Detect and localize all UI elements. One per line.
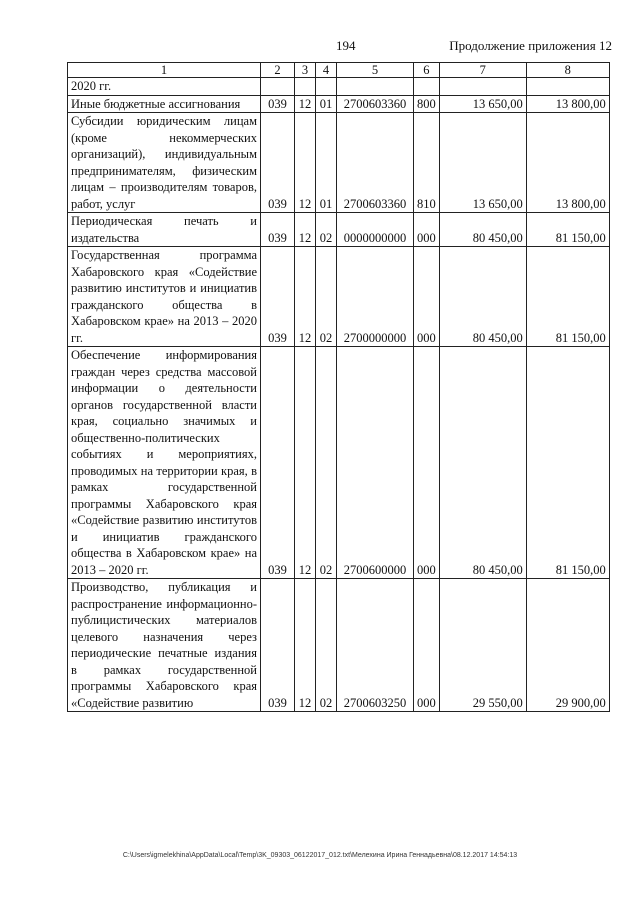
table-cell [337,78,414,96]
table-cell [316,78,337,96]
section-code: 12 [295,113,316,213]
column-header: 3 [295,63,316,78]
table-cell [295,78,316,96]
column-header: 4 [316,63,337,78]
ministry-code: 039 [261,213,295,247]
table-row [68,95,610,113]
subsection-code: 02 [316,213,337,247]
expense-type-code: 000 [414,213,440,247]
target-article-code: 2700600000 [337,347,414,579]
row-name: Обеспечение информирования граждан через средства массовой информации о деятельности органов государственной власти края, социально значимых и общественно-политических событиях и мероприятиях, проводимых на территории края, в рамках государственной программы Хабаровского края «Содействие развитию институтов и инициатив гражданского общества в Хабаровском крае» на 2013 – 2020 гг. [68,347,261,579]
row-name: Субсидии юридическим лицам (кроме некоммерческих организаций), индивидуальным предпринимателям, физическим лицам – производителям товаров, работ, услуг [68,113,261,213]
carry-over-row [68,78,610,96]
amount-year-1: 29 550,00 [439,579,526,712]
column-header: 7 [439,63,526,78]
amount-year-1: 13 650,00 [439,95,526,113]
expense-type-code: 810 [414,113,440,213]
column-number-row [68,63,610,78]
amount-year-1: 80 450,00 [439,347,526,579]
amount-year-2: 13 800,00 [526,95,609,113]
section-code: 12 [295,347,316,579]
column-header: 6 [414,63,440,78]
subsection-code: 02 [316,247,337,347]
file-path-footer: C:\Users\igmelekhina\AppData\Local\Temp\3K_09303_06122017_012.txt\Мелехина Ирина Геннадьевна\08.12.2017 14:54:13 [122,852,518,859]
target-article-code: 2700603360 [337,95,414,113]
ministry-code: 039 [261,347,295,579]
amount-year-2: 29 900,00 [526,579,609,712]
section-code: 12 [295,247,316,347]
expense-type-code: 800 [414,95,440,113]
appendix-continuation-label: Продолжение приложения 12 [449,38,612,53]
column-header: 8 [526,63,609,78]
column-header: 2 [261,63,295,78]
target-article-code: 0000000000 [337,213,414,247]
table-row [68,213,610,247]
ministry-code: 039 [261,113,295,213]
subsection-code: 02 [316,579,337,712]
target-article-code: 2700603250 [337,579,414,712]
column-header: 5 [337,63,414,78]
ministry-code: 039 [261,579,295,712]
expense-type-code: 000 [414,247,440,347]
table-row [68,247,610,347]
section-code: 12 [295,579,316,712]
page-header [0,38,640,58]
table-cell [414,78,440,96]
table-row [68,113,610,213]
amount-year-2: 81 150,00 [526,213,609,247]
target-article-code: 2700000000 [337,247,414,347]
row-name: Периодическая печать и издательства [68,213,261,247]
expense-type-code: 000 [414,579,440,712]
table-cell [261,78,295,96]
row-name: Производство, публикация и распространение информационно-публицистических материалов целевого назначения через периодические печатные издания в рамках государственной программы Хабаровского края «Содействие развитию [68,579,261,712]
column-header: 1 [68,63,261,78]
page-number: 194 [336,38,356,53]
ministry-code: 039 [261,247,295,347]
amount-year-1: 80 450,00 [439,213,526,247]
budget-table [67,62,610,712]
subsection-code: 02 [316,347,337,579]
subsection-code: 01 [316,95,337,113]
section-code: 12 [295,95,316,113]
table-row [68,579,610,712]
amount-year-2: 81 150,00 [526,347,609,579]
amount-year-1: 13 650,00 [439,113,526,213]
amount-year-1: 80 450,00 [439,247,526,347]
row-name: Иные бюджетные ассигнования [68,95,261,113]
table-cell [526,78,609,96]
section-code: 12 [295,213,316,247]
amount-year-2: 13 800,00 [526,113,609,213]
expense-type-code: 000 [414,347,440,579]
row-name: Государственная программа Хабаровского края «Содействие развитию институтов и инициатив гражданского общества в Хабаровском крае» на 2013 – 2020 гг. [68,247,261,347]
table-cell [439,78,526,96]
table-row [68,347,610,579]
carry-over-text: 2020 гг. [68,78,261,96]
target-article-code: 2700603360 [337,113,414,213]
subsection-code: 01 [316,113,337,213]
ministry-code: 039 [261,95,295,113]
amount-year-2: 81 150,00 [526,247,609,347]
